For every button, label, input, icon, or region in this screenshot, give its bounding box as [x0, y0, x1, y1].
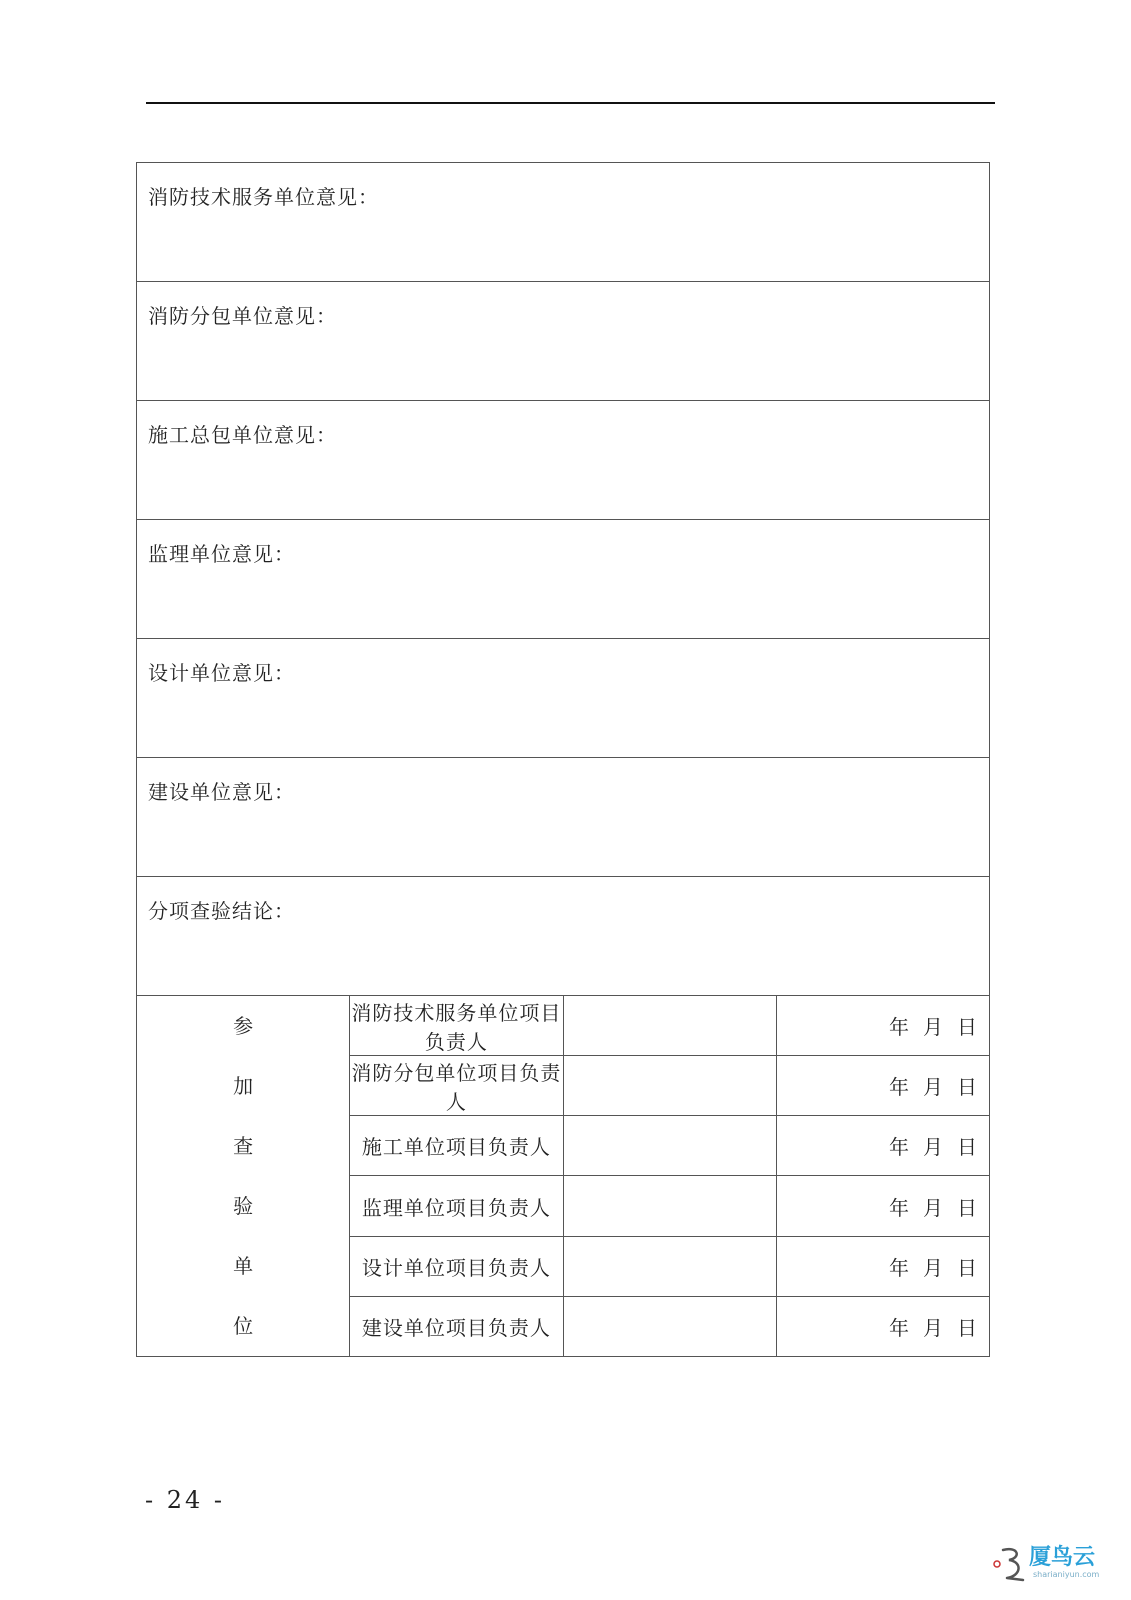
signoff-row: [137, 996, 990, 1056]
signature-field[interactable]: [563, 1116, 776, 1176]
bird-logo-icon: [989, 1542, 1029, 1584]
opinion-row-fire-subcontractor: [137, 282, 990, 401]
role-label: 消防技术服务单位项目负责人: [350, 996, 563, 1056]
opinion-row-fire-tech-service: [137, 163, 990, 282]
date-year: 年: [889, 1255, 909, 1280]
opinion-label: 分项查验结论：: [148, 899, 295, 923]
opinion-field-fire-tech-service[interactable]: [137, 163, 990, 282]
participants-header-char: 查: [233, 1134, 254, 1158]
opinion-row-owner: [137, 758, 990, 877]
signature-field[interactable]: [563, 1236, 776, 1296]
opinion-field-design[interactable]: [137, 639, 990, 758]
date-day: 日: [957, 1075, 977, 1100]
inspection-form-table: [136, 162, 990, 1357]
opinion-row-design: [137, 639, 990, 758]
watermark: [989, 1540, 1101, 1586]
date-day: 日: [957, 1015, 977, 1040]
date-month: 月: [923, 1015, 943, 1040]
opinion-row-supervision: [137, 520, 990, 639]
date-month: 月: [923, 1195, 943, 1220]
participants-header-char: 位: [233, 1314, 254, 1338]
opinion-field-general-contractor[interactable]: [137, 401, 990, 520]
opinion-row-general-contractor: [137, 401, 990, 520]
date-day: 日: [957, 1195, 977, 1220]
opinion-label: 建设单位意见：: [148, 780, 295, 804]
role-label: 建设单位项目负责人: [350, 1296, 563, 1356]
opinion-label: 消防分包单位意见：: [148, 304, 337, 328]
opinion-field-owner[interactable]: [137, 758, 990, 877]
date-year: 年: [889, 1075, 909, 1100]
header-rule: [146, 102, 995, 104]
date-day: 日: [957, 1315, 977, 1340]
role-label: 消防分包单位项目负责人: [350, 1056, 563, 1116]
page-number: - 24 -: [145, 1486, 226, 1514]
opinion-label: 消防技术服务单位意见：: [148, 185, 379, 209]
opinion-field-conclusion[interactable]: [137, 877, 990, 996]
signature-field[interactable]: [563, 1296, 776, 1356]
date-field[interactable]: [776, 1296, 989, 1356]
signature-field[interactable]: [563, 1176, 776, 1236]
signature-field[interactable]: [563, 996, 776, 1056]
opinion-label: 设计单位意见：: [148, 661, 295, 685]
date-day: 日: [957, 1255, 977, 1280]
date-field[interactable]: [776, 1176, 989, 1236]
date-year: 年: [889, 1315, 909, 1340]
date-field[interactable]: [776, 1116, 989, 1176]
opinion-label: 监理单位意见：: [148, 542, 295, 566]
date-month: 月: [923, 1135, 943, 1160]
signature-field[interactable]: [563, 1056, 776, 1116]
watermark-brand: 厦鸟云: [1029, 1545, 1096, 1570]
date-field[interactable]: [776, 996, 989, 1056]
participants-header: [137, 996, 350, 1357]
date-year: 年: [889, 1015, 909, 1040]
participants-header-char: 加: [233, 1074, 254, 1098]
date-month: 月: [923, 1075, 943, 1100]
opinion-row-conclusion: [137, 877, 990, 996]
date-month: 月: [923, 1315, 943, 1340]
participants-header-char: 参: [233, 1014, 254, 1038]
date-field[interactable]: [776, 1236, 989, 1296]
opinion-label: 施工总包单位意见：: [148, 423, 337, 447]
date-day: 日: [957, 1135, 977, 1160]
date-year: 年: [889, 1135, 909, 1160]
role-label: 施工单位项目负责人: [350, 1116, 563, 1176]
opinion-field-supervision[interactable]: [137, 520, 990, 639]
watermark-url: sharianiyun.com: [1033, 1570, 1100, 1579]
date-field[interactable]: [776, 1056, 989, 1116]
participants-header-char: 单: [233, 1254, 254, 1278]
role-label: 设计单位项目负责人: [350, 1236, 563, 1296]
opinion-field-fire-subcontractor[interactable]: [137, 282, 990, 401]
date-year: 年: [889, 1195, 909, 1220]
role-label: 监理单位项目负责人: [350, 1176, 563, 1236]
participants-header-char: 验: [233, 1194, 254, 1218]
date-month: 月: [923, 1255, 943, 1280]
